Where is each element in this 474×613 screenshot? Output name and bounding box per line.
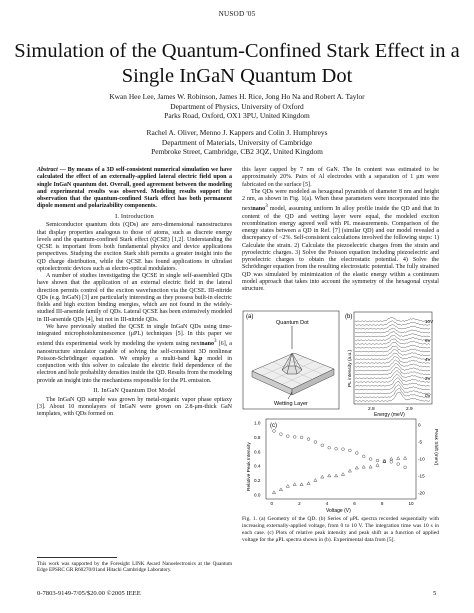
peak-shift-marker [335,474,338,477]
c-ytick-right: -10 [418,456,425,462]
spectrum-curve [355,370,430,379]
peak-intensity-marker [328,446,331,449]
spectrum-curve [355,360,430,368]
panel-c-points [272,430,406,494]
abstract [37,167,232,211]
peak-shift-marker [404,456,407,459]
c-ytick-left: 0.4 [254,463,261,469]
peak-shift-marker [328,474,331,477]
volt-label-10: 10V [425,319,434,324]
peak-intensity-marker [369,458,372,461]
figure-1 [242,309,439,513]
spectrum-curve [355,339,430,345]
peak-intensity-marker [273,430,276,433]
c-xtick: 8 [380,501,384,506]
peak-intensity-marker [355,452,358,455]
peak-intensity-marker [307,438,310,441]
panel-c-label: (c) [270,423,277,429]
caption-text: (a) Geometry of the QD. (b) Series of μPL spectra recorded sequentially with increasing externally-applied voltage, from 0 to 10 V. The integration time was 10 s in each case. (c) Plots of relative peak intensity and peak shift as a function of applied voltage for the μPL spectra shown in (b). Experimental data from [5]. [242,516,440,543]
c-xtick: 6 [353,501,356,506]
c-xtick: 4 [325,501,329,506]
panel-b-voltage-labels [425,319,434,398]
c-xlabel: Voltage (V) [326,508,351,513]
peak-intensity-marker [286,435,289,438]
spectrum-curve [355,321,430,326]
caption-label: Fig. 1. [242,516,258,522]
peak-intensity-marker [349,449,352,452]
c-ytick-right: -5 [418,439,423,445]
figure-1-caption [242,516,439,544]
panel-c-plot-area [266,419,416,499]
abstract-label: Abstract [37,167,58,173]
volt-label-0: 0V [425,393,431,398]
peak-shift-marker [314,479,317,482]
peak-shift-marker [390,457,393,460]
author-block-cambridge [10,128,464,157]
c-ytick-left: 0.0 [254,492,261,498]
peak-shift-marker [341,473,344,476]
peak-intensity-marker [300,436,303,439]
peak-intensity-marker [397,463,400,466]
peak-intensity-marker [390,460,393,463]
c-ytick-left: 0.8 [254,434,261,440]
peak-shift-marker [348,469,351,472]
peak-shift-marker [272,491,275,494]
affiliation-oxford-address: Parks Road, Oxford, OX1 3PU, United Kingdom [164,111,310,121]
nextnano-name: nano [201,341,215,348]
affiliation-oxford-dept: Department of Physics, University of Oxford [170,101,304,111]
c-ytick-right: -15 [418,473,425,479]
volt-label-6: 6V [425,338,431,343]
c-xtick: 0 [270,501,274,506]
spectrum-curve [355,357,430,364]
panel-b-spectra [355,317,430,401]
spectrum-curve [355,367,430,375]
peak-shift-marker [362,465,365,468]
c-ytick-right: -20 [418,490,425,496]
section-heading-model: II. InGaN Quantum Dot Model [93,387,176,395]
peak-shift-marker [293,483,296,486]
affiliation-cambridge-address: Pembroke Street, Cambridge, CB2 3QZ, United Kingdom [151,147,323,157]
peak-shift-marker [300,483,303,486]
peak-intensity-marker [280,433,283,436]
peak-intensity-marker [335,447,338,450]
author-block-oxford [10,92,464,121]
copyright-footer: 0-7803-9149-7/05/$20.00 ©2005 IEEE [37,590,141,597]
panel-b-plot-area [354,312,432,404]
peak-shift-marker [355,466,358,469]
peak-shift-marker [279,488,282,491]
peak-intensity-marker [293,436,296,439]
peak-shift-marker [397,457,400,460]
c-ytick-right: 0 [418,422,421,428]
kp-model: k.p [194,355,203,362]
affiliation-cambridge-dept: Department of Materials, University of Cambridge [161,137,313,147]
volt-label-2: 2V [425,376,431,381]
intro-paragraph-2: A number of studies investigating the QCSE in single self-assembled QDs have shown that the application of an external electric field in the lateral direction permits control of the exciton wavefunction via the QCSE. III-nitride QDs (e.g. InGaN) [3] are particularly interesting as they possess built-in electric fields and high exciton binding energies, which are not found in the widely-studied III-arsenide family of QDs. Lateral QCSE has been extensively modeled in III-arsenide QDs [4], but not in III-nitride QDs. [37,273,232,323]
peak-shift-marker [321,475,324,478]
panel-b-label: (b) [345,314,353,320]
running-header: NUSOD '05 [218,10,256,18]
authors-cambridge: Rachel A. Oliver, Menno J. Kappers and Colin J. Humphreys [146,128,328,137]
footnote-rule [37,557,117,558]
spectrum-curve [355,353,430,360]
b-xlabel: Energy (meV) [374,412,405,418]
page-number: 5 [433,590,437,597]
peak-intensity-marker [321,444,324,447]
wetting-layer-label: Wetting Layer [274,401,308,407]
c-ytick-left: 1.0 [254,420,261,426]
title-line-1: Simulation of the Quantum-Confined Stark Effect in a [14,40,460,62]
spectrum-curve [355,381,430,390]
peak-shift-marker [376,463,379,466]
c-ylabel-right: Peak Shift (meV) [433,429,438,466]
spectrum-curve [355,335,430,341]
c-ytick-left: 0.2 [254,478,261,484]
c-ylabel-left: Relative Peak Intensity [247,442,252,491]
spectrum-curve [355,317,430,321]
spectrum-curve [355,363,430,371]
model-paragraph-2: The QDs were modeled as hexagonal pyramids of diameter 8 nm and height 2 nm, as shown in Fig. 1(a). When these parameters were incorporated into the nextnano$^3$ model, assuming uniform In alloy profile inside the QD and that In content of the QD and wetting layer were equal, the modeled exciton recombination energy agreed well with PL measurements. Comparison of the energy states between a QD in Ref. [7] (similar QD) and our model revealed a discrepancy of ~2%. Self-consistent calculations involved the following steps: 1) Calculate the strain. 2) Calculate the piezoelectric charges from the strain and pyroelectric charges. 3) Solve the Poisson equation including piezoelectric and pyroelectric charges to obtain the electrostatic potential. 4) Solve the Schrödinger equation from the resulting electrostatic potential. The fully strained QD was simulated by minimization of the elastic energy within a continuum model approach that takes into account the symmetry of the hexagonal crystal structure. [242,188,439,293]
c-xtick: 10 [408,501,414,506]
intro-paragraph-1: Semiconductor quantum dots (QDs) are zero-dimensional nanostructures that display properties analogous to those of atoms, such as discrete energy levels and the quantum-confined Stark effect (QCSE) [1,2]. Understanding the QCSE is important from both fundamental physics and device applications perspectives. Studying the exciton Stark shift permits a greater insight into the QD charge distribution, while the QCSE has found applications in ultrafast optoelectronic devices such as electro-optical modulators. [37,222,232,272]
volt-label-4: 4V [425,357,431,362]
abstract-text: — By means of a 3D self-consistent numerical simulation we have calculated the effect of an externally-applied lateral electric field upon a single InGaN quantum dot. Overall, good agreement between the modeling and experimental results was observed. Modeling results support the observation that the quantum-confined Stark effect has both permanent dipole moment and polarizability components. [37,167,232,210]
left-column [37,167,232,418]
model-paragraph-1: The InGaN QD sample was grown by metal-organic vapor phase epitaxy [3]. About 10 monolayers of InGaN were grown on 2.8-μm-thick GaN templates, with QDs formed on [37,396,232,418]
authors-oxford: Kwan Hee Lee, James W. Robinson, James H. Rice, Jong Ho Na and Robert A. Taylor [109,92,365,101]
peak-intensity-marker [342,448,345,451]
c-xtick: 2 [298,501,301,506]
peak-intensity-marker [362,455,365,458]
peak-intensity-marker [404,466,407,469]
paper-title [10,39,464,89]
peak-intensity-marker [376,459,379,462]
figure-1-graphic [242,309,439,513]
footnote: This work was supported by the Foresight LINK Award Nanoelectronics at the Quantum Edge EPSRC GR R60270/01and Hitachi Cambridge Laboratory. [37,561,232,574]
b-xtick-2: 2.9 [406,407,413,412]
peak-shift-marker [286,484,289,487]
title-line-2: Single InGaN Quantum Dot [121,65,353,87]
b-xtick-1: 2.8 [368,407,375,412]
section-heading-introduction: I. Introduction [115,213,154,220]
b-ylabel: PL intensity (a.u.) [348,349,353,387]
peak-shift-marker [307,482,310,485]
intro-paragraph-3: We have previously studied the QCSE in single InGaN QDs using time-integrated microphotoluminescence (μPL) techniques [5]. In this paper we extend this experimental work by modeling the system using nextnano$^3$ [6], a nanostructure simulator capable of solving the self-consistent 3D nonlinear Poisson-Schrödinger equation. We employ a multi-band k.p model in conjunction with this solver to calculate the electric field dependence of the electron and hole probability densities inside the QD. Results from the modeling provide an insight into the mechanisms responsible for the PL emission. [37,323,233,384]
peak-intensity-marker [314,441,317,444]
right-column [242,167,439,293]
c-ytick-left: 0.6 [254,449,261,455]
panel-a-label: (a) [246,314,254,320]
peak-shift-marker [369,465,372,468]
quantum-dot-label: Quantum Dot [276,320,309,326]
model-paragraph-continued: this layer capped by 7 nm of GaN. The In content was estimated to be approximately 20%. Pairs of Al electrodes with a separation of 1 μm were fabricated on the surface [5]. [242,167,439,188]
